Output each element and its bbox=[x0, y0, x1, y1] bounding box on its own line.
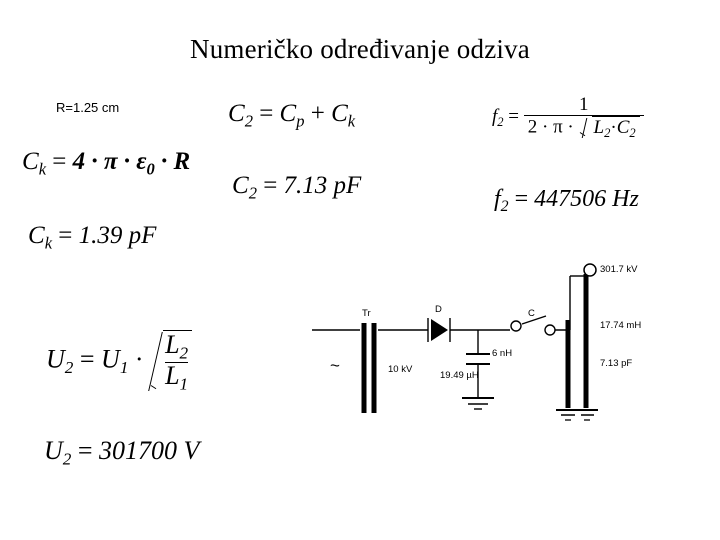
eq-c2s-plus: + bbox=[310, 100, 325, 127]
circuit-svg bbox=[300, 258, 620, 448]
switch-terminal-icon-2 bbox=[545, 325, 555, 335]
eq-u2f-equals: = bbox=[79, 344, 95, 374]
eq-f2f-den-pre: 2 · π · bbox=[527, 116, 574, 138]
eq-u2f-rad-den-sub: 1 bbox=[179, 374, 189, 394]
transformer-voltage-label: 10 kV bbox=[388, 364, 413, 375]
eq-c2v-rhs: 7.13 pF bbox=[283, 172, 362, 199]
eq-c2s-a-sub: p bbox=[296, 111, 305, 131]
eq-f2f-radicand bbox=[592, 116, 640, 140]
eq-c2s-lhs: C bbox=[228, 100, 245, 127]
eq-ckv-rhs: 1.39 pF bbox=[78, 222, 157, 249]
eq-ckv-lhs-sub: k bbox=[44, 233, 53, 253]
eq-ckv-equals: = bbox=[58, 222, 73, 249]
eq-f2f-equals: = bbox=[508, 105, 520, 127]
eq-f2f-rad-b: C bbox=[616, 116, 630, 138]
eq-ck-lhs-sub: k bbox=[38, 159, 47, 179]
inductor-label: 19.49 µH bbox=[440, 370, 479, 381]
eq-u2v-lhs-sub: 2 bbox=[62, 449, 72, 469]
eq-ck-rhs: 4 · π · ε bbox=[72, 148, 147, 175]
eq-ckv-lhs: C bbox=[28, 222, 45, 249]
eq-ck-rhs-sub: 0 bbox=[146, 159, 155, 179]
equation-f2-formula bbox=[492, 95, 644, 140]
eq-f2f-rad-a: L bbox=[593, 116, 605, 138]
eq-f2v-rhs: 447506 Hz bbox=[534, 186, 639, 212]
capacitor-label: 6 nH bbox=[492, 348, 513, 359]
diode-icon bbox=[431, 319, 448, 341]
eq-ck-equals: = bbox=[52, 148, 67, 175]
equation-ck-formula bbox=[22, 148, 190, 179]
switch-label: C bbox=[528, 308, 535, 319]
eq-u2f-rad-fraction bbox=[165, 332, 188, 393]
eq-f2f-rad-b-sub: 2 bbox=[629, 125, 636, 140]
eq-u2f-rad-den-wrap bbox=[165, 362, 188, 393]
output-inductance-label: 17.74 mH bbox=[600, 320, 642, 331]
eq-f2f-rad-a-sub: 2 bbox=[604, 125, 611, 140]
eq-c2v-lhs-sub: 2 bbox=[248, 183, 257, 203]
eq-u2v-equals: = bbox=[77, 436, 93, 465]
eq-f2f-lhs-sub: 2 bbox=[497, 114, 504, 129]
eq-ck-rhs-tail: · R bbox=[161, 148, 191, 175]
equation-c2-sum bbox=[228, 100, 355, 131]
eq-u2f-rhs-sub: 1 bbox=[119, 357, 129, 377]
eq-u2v-rhs: 301700 V bbox=[99, 436, 200, 465]
output-terminal-icon bbox=[584, 264, 596, 276]
eq-u2f-rad-num-wrap bbox=[165, 332, 188, 362]
eq-u2f-rad-den: L bbox=[165, 360, 180, 390]
eq-c2s-b-sub: k bbox=[347, 111, 356, 131]
eq-f2v-equals: = bbox=[514, 186, 529, 212]
equation-ck-value bbox=[28, 222, 156, 253]
output-voltage-label: 301.7 kV bbox=[600, 264, 638, 275]
equation-u2-value bbox=[44, 436, 199, 469]
eq-u2f-radicand bbox=[163, 330, 192, 393]
circuit-diagram bbox=[300, 258, 642, 453]
eq-c2s-equals: = bbox=[259, 100, 274, 127]
radius-note: R=1.25 cm bbox=[56, 100, 120, 115]
eq-f2f-lhs: f bbox=[492, 105, 498, 127]
switch-terminal-icon bbox=[511, 321, 521, 331]
eq-u2f-radical bbox=[150, 330, 192, 393]
equation-f2-value bbox=[494, 186, 639, 216]
eq-f2f-fraction bbox=[524, 95, 644, 140]
eq-f2f-denominator bbox=[524, 115, 644, 140]
eq-f2f-radical bbox=[579, 116, 640, 140]
eq-f2f-numerator: 1 bbox=[578, 94, 589, 115]
source-label: ~ bbox=[330, 356, 340, 375]
eq-u2f-rad-num-sub: 2 bbox=[179, 343, 189, 363]
eq-f2v-lhs-sub: 2 bbox=[500, 198, 509, 216]
eq-u2f-lhs: U bbox=[46, 344, 65, 374]
eq-u2f-rad-num: L bbox=[165, 330, 180, 359]
spark-gap-label: D bbox=[435, 304, 442, 315]
equation-u2-formula bbox=[46, 330, 192, 393]
eq-c2v-equals: = bbox=[263, 172, 278, 199]
transformer-label: Tr bbox=[362, 308, 371, 319]
eq-u2f-lhs-sub: 2 bbox=[64, 357, 74, 377]
output-capacitance-label: 7.13 pF bbox=[600, 358, 633, 369]
eq-u2f-rhs: U bbox=[101, 344, 120, 374]
eq-c2s-lhs-sub: 2 bbox=[244, 111, 253, 131]
eq-c2s-a: C bbox=[279, 100, 297, 127]
eq-c2v-lhs: C bbox=[232, 172, 249, 199]
equation-c2-value bbox=[232, 172, 361, 203]
eq-f2v-lhs: f bbox=[494, 186, 501, 212]
eq-u2f-dot: · bbox=[134, 344, 144, 374]
page-title: Numeričko određivanje odziva bbox=[190, 34, 530, 64]
eq-ck-lhs: C bbox=[22, 148, 39, 175]
eq-u2v-lhs: U bbox=[44, 436, 63, 465]
eq-f2f-rad-dot: · bbox=[610, 116, 617, 138]
eq-c2s-b: C bbox=[331, 100, 348, 127]
